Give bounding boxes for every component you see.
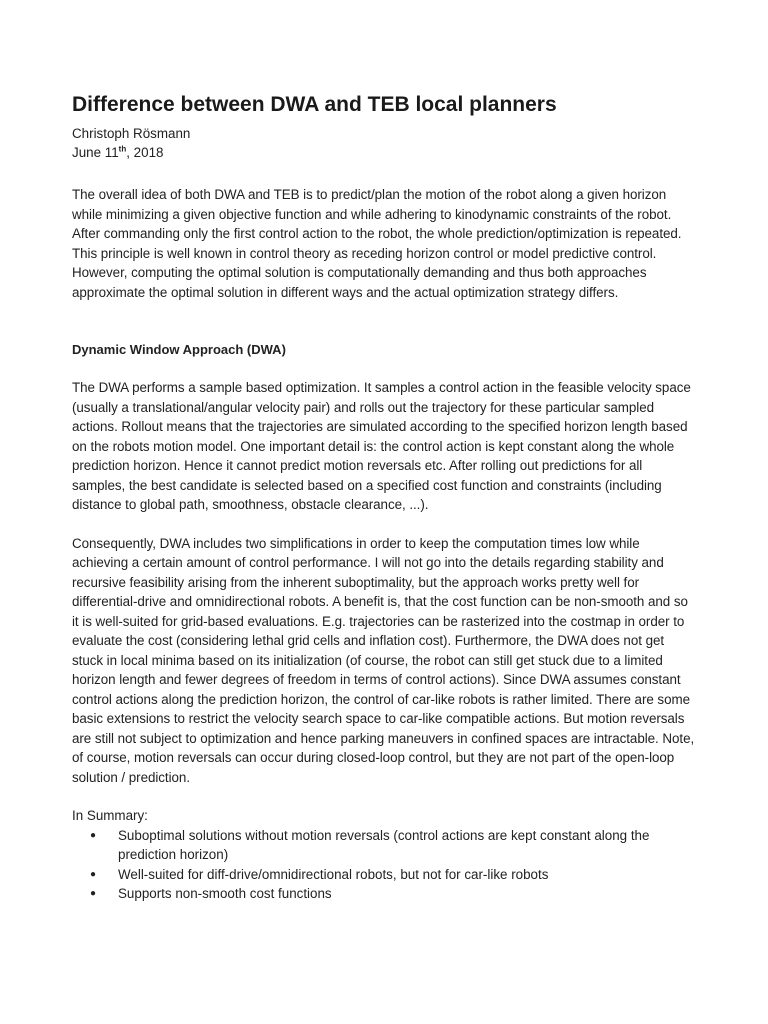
date-prefix: June 11 (72, 145, 119, 160)
summary-list-item (90, 884, 696, 904)
summary-item-text: Suboptimal solutions without motion reversals (control actions are kept constant along the prediction horizon) (118, 827, 650, 862)
summary-label: In Summary: (72, 808, 148, 823)
date-suffix: , 2018 (126, 145, 164, 160)
summary-list (72, 826, 696, 904)
summary-item-text: Well-suited for diff-drive/omnidirectional robots, but not for car-like robots (118, 866, 549, 882)
author-name: Christoph Rösmann (72, 126, 191, 141)
document-date (72, 143, 696, 162)
summary-item-text: Supports non-smooth cost functions (118, 886, 332, 901)
document-title: Difference between DWA and TEB local planners (72, 93, 557, 116)
bullet-icon: ● (90, 829, 97, 841)
dwa-paragraph-2: Consequently, DWA includes two simplifications in order to keep the computation times low while achieving a certain amount of control performance. I will not go into the details regarding stability and recursive feasibility arising from the inherent suboptimality, but the approach works pretty well for differential-drive and omnidirectional robots. A benefit is, that the cost function can be non-smooth and so it is well-suited for grid-based evaluations. E.g. trajectories can be rasterized into the costmap in order to evaluate the cost (considering lethal grid cells and inflation cost). Furthermore, the DWA does not get stuck in local minima based on its initialization (of course, the robot can still get stuck due to a limited horizon length and fewer degrees of freedom in terms of control actions). Since DWA assumes constant control actions along the prediction horizon, the control of car-like robots is rather limited. There are some basic extensions to restrict the velocity search space to car-like compatible actions. But motion reversals are still not subject to optimization and hence parking maneuvers in confined spaces are intractable. Note, of course, motion reversals can occur during closed-loop control, but they are not part of the open-loop solution / prediction. (72, 535, 695, 785)
section-heading-dwa: Dynamic Window Approach (DWA) (72, 342, 286, 357)
dwa-paragraph-1: The DWA performs a sample based optimization. It samples a control action in the feasible velocity space (usually a translational/angular velocity pair) and rolls out the trajectory for these particular sampled actions. Rollout means that the trajectories are simulated according to the specified horizon length based on the robots motion model. One important detail is: the control action is kept constant along the whole prediction horizon. Hence it cannot predict motion reversals etc. After rolling out predictions for all samples, the best candidate is selected based on a specified cost function and constraints (including distance to global path, smoothness, obstacle clearance, ...). (72, 380, 691, 512)
bullet-icon: ● (90, 888, 97, 899)
summary-list-item (90, 826, 696, 865)
intro-paragraph: The overall idea of both DWA and TEB is to predict/plan the motion of the robot along a given horizon while minimizing a given objective function and while adhering to kinodynamic constraints of the robot. After commanding only the first control action to the robot, the whole prediction/optimization is repeated. This principle is well known in control theory as receding horizon control or model predictive control. However, computing the optimal solution is computationally demanding and thus both approaches approximate the optimal solution in different ways and the actual optimization strategy differs. (72, 187, 682, 300)
bullet-icon: ● (90, 868, 97, 880)
date-ordinal-suffix: th (118, 144, 127, 154)
summary-list-item (90, 865, 696, 885)
